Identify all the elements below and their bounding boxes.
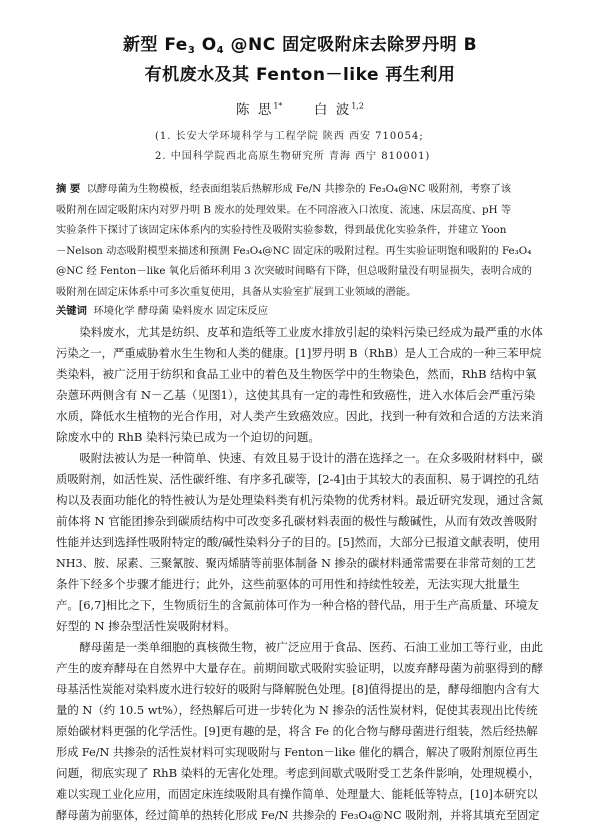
paragraph-2: 吸附法被认为是一种简单、快速、有效且易于设计的潜在选择之一。在众多吸附材料中，碳 质吸附剂，如活性炭、活性碳纤维、有序多孔碳等，[2-4]由于其较大的表面积、易于调控的孔结 构以及表面功能化的特性被认为是处理染料类有机污染物的优秀材料。最近研究发现，通过含氮 前体将 N 官能团掺杂到碳质结构中可改变多孔碳材料表面的极性与酸碱性，从而有效改善吸附 性能并达到选择性吸附特定的酸/碱性染料分子的目的。[5]然而，大部分已报道文献表明，使用 NH3、胺、尿素、三聚氰胺、聚丙烯腈等前驱体制备 N 掺杂的碳材料通常需要在非常苛刻的工艺 条件下经多个步骤才能进行；此外，这些前驱体的可用性和持续性较差，无法实现大批量生 产。[6,7]相比之下，生物质衍生的含氮前体可作为一种合格的替代品，用于生产高质量、环境友 好型的 N 掺杂型活性炭吸附材料。: [56, 451, 543, 633]
author-2: 白 波: [313, 102, 352, 118]
keywords: 关键词 环境化学 酵母菌 染料废水 固定床反应: [56, 305, 269, 317]
abstract-label: 摘 要: [56, 183, 81, 195]
author-1: 陈 思: [236, 102, 274, 118]
title-line-1: 新型 $Fe_3$ $O_4$ @NC 固定吸附床去除罗丹明 B: [122, 35, 478, 56]
affiliation-1: (1. 长安大学环境科学与工程学院 陕西 西安 710054;: [155, 131, 424, 142]
affiliation-2: 2. 中国科学院西北高原生物研究所 青海 西宁 810001): [155, 151, 431, 162]
abstract: 摘 要 以酵母菌为生物模板，经表面组装后热解形成 Fe/N 共掺杂的 Fe₃O₄@NC 吸附剂，考察了该 吸附剂在固定吸附床内对罗丹明 B 废水的处理效果。在不同溶液入口浓度、流速、床层高度、pH 等 实验条件下探讨了该固定床体系内的实验持性及吸附实验参数，得到最优化实验条件，并建立 Yoon －Nelson 动态吸附模型来描述和预测 Fe₃O₄@NC 固定床的吸附过程。再生实验证明饱和吸附的 Fe₃O₄ @NC 经 Fenton－like 氧化后循环利用 3 次突破时间略有下降，但总吸附量没有明显损失，表明合成的 吸附剂在固定床体系中可多次重复使用，具备从实验室扩展到工业领域的潜能。: [56, 183, 532, 298]
body-text: [56, 322, 544, 826]
keywords-label: 关键词: [56, 305, 87, 317]
paragraph-3: 酵母菌是一类单细胞的真核微生物，被广泛应用于食品、医药、石油工业加工等行业，由此 产生的废弃酵母在自然界中大量存在。前期间歇式吸附实验证明，以废弃酵母菌为前驱得到的酵 母基活性炭能对染料废水进行较好的吸附与降解脱色处理。[8]值得提出的是，酵母细胞内含有大 量的 N（约 10.5 wt%），经热解后可进一步转化为 N 掺杂的活性炭材料，促使其表现出比传统 原始碳材料更强的化学活性。[9]更有趣的是，将含 Fe 的化合物与酵母菌进行组装，然后经热解 形成 Fe/N 共掺杂的活性炭材料可实现吸附与 Fenton－like 催化的耦合，解决了吸附剂原位再生 问题，彻底实现了 RhB 染料的无害化处理。考虑到间歇式吸附受工艺条件影响，处理规模小， 难以实现工业化应用，而固定床连续吸附具有操作简单、处理量大、能耗低等特点，[10]本研究以 酵母菌为前驱体，经过简单的热转化形成 Fe/N 共掺杂的 Fe₃O₄@NC 吸附剂，并将其填充至固定: [56, 640, 543, 822]
paragraph-1: 染料废水，尤其是纺织、皮革和造纸等工业废水排放引起的染料污染已经成为最严重的水体 污染之一，严重威胁着水生生物和人类的健康。[1]罗丹明 B（RhB）是人工合成的一种三苯甲烷 类染料，被广泛用于纺织和食品工业中的着色及生物医学中的生物染色，然而，RhB 结构中氧 杂蒽环两侧含有 N－乙基（见图1），这使其具有一定的毒性和致癌性，进入水体后会严重污染 水质，降低水生植物的光合作用，对人类产生致癌效应。因此，找到一种有效和合适的方法来消 除废水中的 RhB 染料污染已成为一个迫切的问题。: [56, 325, 543, 444]
title-line-2: 有机废水及其 Fenton－like 再生利用: [144, 65, 456, 85]
authors: 陈 思$^{1*}$ 白 波$^{1,2}$: [236, 101, 364, 118]
